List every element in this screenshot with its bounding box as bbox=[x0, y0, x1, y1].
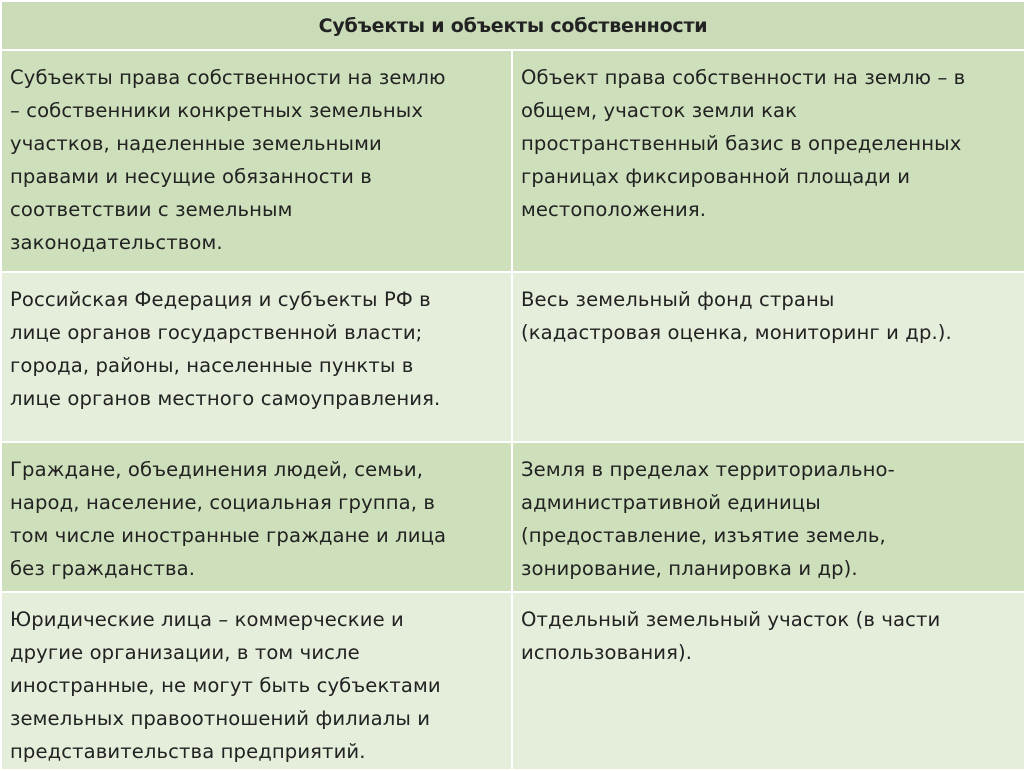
subject-cell bbox=[1, 50, 512, 272]
subject-cell bbox=[1, 592, 512, 770]
table-header-row bbox=[1, 1, 1024, 50]
object-text: Объект права собственности на землю – в общем, участок земли как пространственный базис в определенных границах фиксированной площади и местоположения. bbox=[521, 66, 966, 221]
table-row bbox=[1, 442, 1024, 592]
subject-text: Российская Федерация и субъекты РФ в лице органов государственной власти; города, районы, населенные пункты в лице органов местного самоуправления. bbox=[10, 288, 441, 410]
subject-cell bbox=[1, 272, 512, 442]
object-cell bbox=[512, 272, 1024, 442]
table-row bbox=[1, 50, 1024, 272]
table-row bbox=[1, 272, 1024, 442]
object-cell bbox=[512, 442, 1024, 592]
table-row bbox=[1, 592, 1024, 770]
subject-text: Субъекты права собственности на землю – собственники конкретных земельных участков, наделенные земельными правами и несущие обязанности в соответствии с земельным законодательством. bbox=[10, 66, 446, 254]
object-text: Отдельный земельный участок (в части использования). bbox=[521, 608, 941, 664]
object-text: Весь земельный фонд страны (кадастровая оценка, мониторинг и др.). bbox=[521, 288, 952, 344]
subject-text: Юридические лица – коммерческие и другие организации, в том числе иностранные, не могут быть субъектами земельных правоотношений филиалы и представительства предприятий. bbox=[10, 608, 441, 763]
object-cell bbox=[512, 592, 1024, 770]
object-text: Земля в пределах территориально- административной единицы (предоставление, изъятие земель, зонирование, планировка и др). bbox=[521, 458, 895, 580]
object-cell bbox=[512, 50, 1024, 272]
subject-cell bbox=[1, 442, 512, 592]
subject-text: Граждане, объединения людей, семьи, народ, население, социальная группа, в том числе иностранные граждане и лица без гражданства. bbox=[10, 458, 447, 580]
table-title: Субъекты и объекты собственности bbox=[1, 1, 1024, 50]
